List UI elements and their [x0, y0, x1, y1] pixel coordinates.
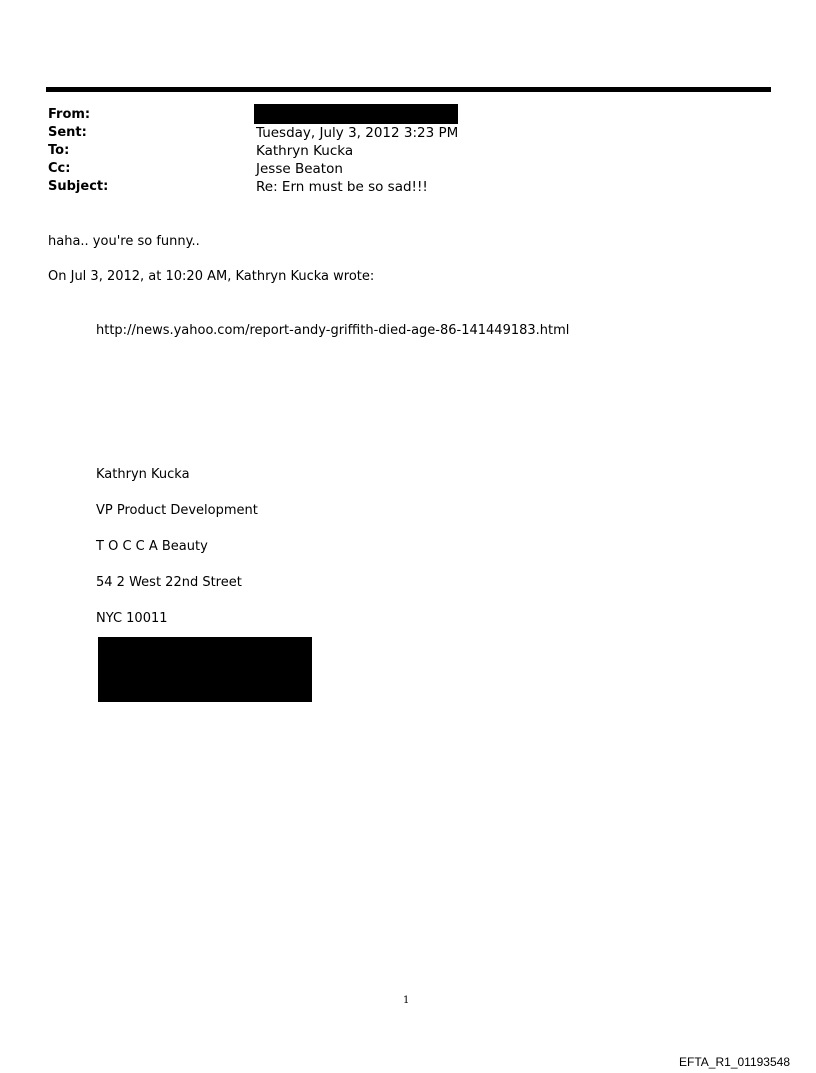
subject-value: Re: Ern must be so sad!!! — [256, 179, 428, 195]
sent-label: Sent: — [48, 125, 87, 140]
subject-row — [48, 178, 648, 196]
signature-city: NYC 10011 — [96, 611, 168, 626]
sent-row — [48, 124, 648, 142]
signature-street: 54 2 West 22nd Street — [96, 575, 242, 590]
page-number: 1 — [403, 995, 410, 1006]
signature-title: VP Product Development — [96, 503, 258, 518]
from-label: From: — [48, 107, 91, 122]
sent-value: Tuesday, July 3, 2012 3:23 PM — [256, 125, 459, 141]
signature-name: Kathryn Kucka — [96, 467, 190, 482]
from-row — [48, 106, 648, 124]
from-redaction-box — [254, 104, 458, 124]
cc-value: Jesse Beaton — [256, 161, 343, 177]
subject-label: Subject: — [48, 179, 109, 194]
cc-label: Cc: — [48, 161, 71, 176]
phone-redaction-box — [98, 637, 312, 702]
document-id: EFTA_R1_01193548 — [679, 1055, 790, 1069]
reply-text: haha.. you're so funny.. — [48, 234, 200, 249]
signature-company: T O C C A Beauty — [96, 539, 208, 554]
quoted-link[interactable]: http://news.yahoo.com/report-andy-griffith-died-age-86-141449183.html — [96, 323, 570, 338]
cc-row — [48, 160, 648, 178]
to-row — [48, 142, 648, 160]
quote-intro: On Jul 3, 2012, at 10:20 AM, Kathryn Kucka wrote: — [48, 269, 375, 284]
to-value: Kathryn Kucka — [256, 143, 354, 159]
to-label: To: — [48, 143, 70, 158]
header-divider-rule — [46, 87, 771, 92]
email-header — [48, 106, 648, 196]
